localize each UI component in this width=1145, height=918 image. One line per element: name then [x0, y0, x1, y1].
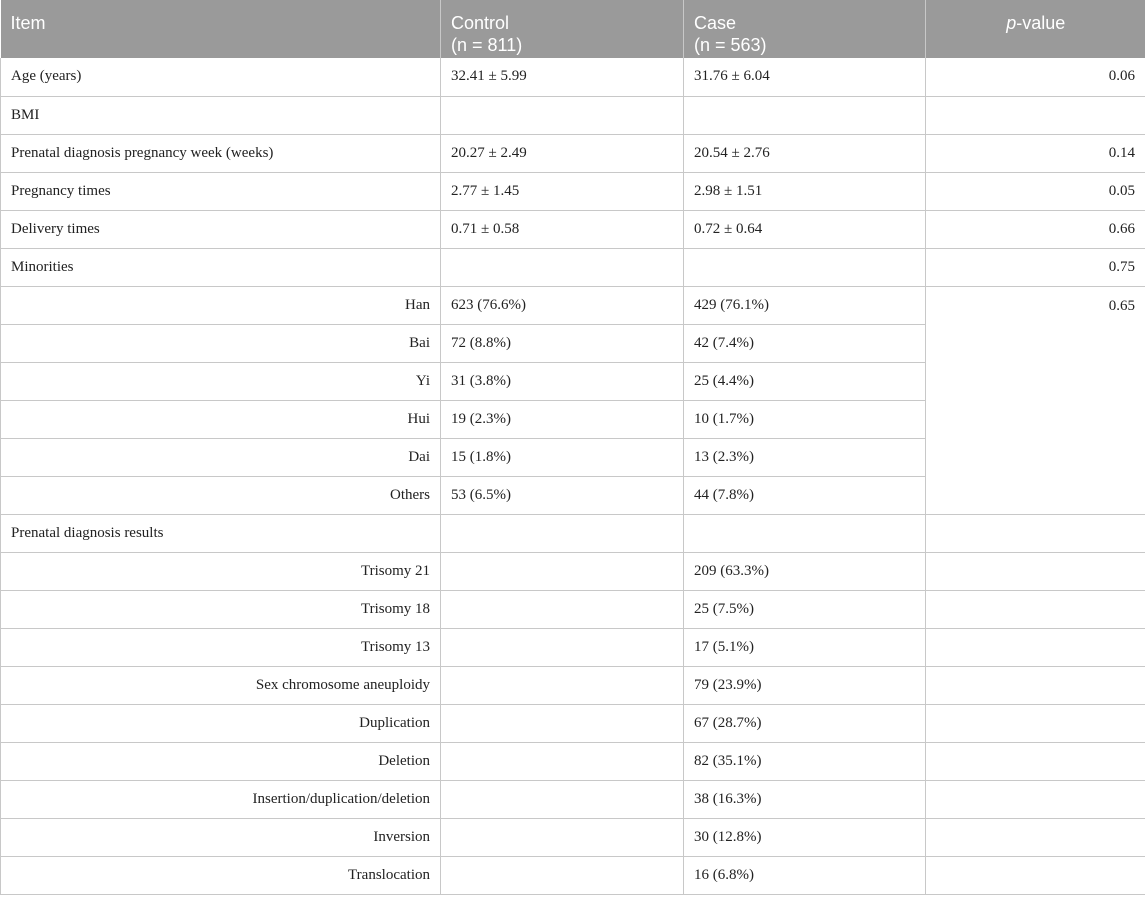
- p-value-cell: [926, 856, 1145, 894]
- control-cell: [441, 248, 684, 286]
- header-control-label: Control: [451, 13, 510, 33]
- control-cell: 623 (76.6%): [441, 286, 684, 324]
- control-cell: [441, 856, 684, 894]
- p-value-cell: [926, 96, 1145, 134]
- control-cell: 19 (2.3%): [441, 400, 684, 438]
- control-cell: [441, 780, 684, 818]
- row-label: BMI: [1, 96, 441, 134]
- p-value-cell: [926, 666, 1145, 704]
- row-label: Age (years): [1, 58, 441, 96]
- control-cell: [441, 666, 684, 704]
- case-cell: 2.98 ± 1.51: [684, 172, 926, 210]
- table-row: [1, 286, 1145, 324]
- case-cell: 20.54 ± 2.76: [684, 134, 926, 172]
- row-label: Deletion: [1, 742, 441, 780]
- control-cell: 72 (8.8%): [441, 324, 684, 362]
- control-cell: [441, 590, 684, 628]
- row-label: Hui: [1, 400, 441, 438]
- table-row: [1, 818, 1145, 856]
- control-cell: 15 (1.8%): [441, 438, 684, 476]
- row-label: Duplication: [1, 704, 441, 742]
- case-cell: 17 (5.1%): [684, 628, 926, 666]
- header-p-value: [926, 0, 1145, 58]
- control-cell: [441, 96, 684, 134]
- control-cell: 31 (3.8%): [441, 362, 684, 400]
- row-label: Delivery times: [1, 210, 441, 248]
- row-label: Trisomy 21: [1, 552, 441, 590]
- table-row: [1, 96, 1145, 134]
- control-cell: [441, 742, 684, 780]
- p-value-cell: [926, 590, 1145, 628]
- table-row: [1, 58, 1145, 96]
- case-cell: [684, 96, 926, 134]
- header-control: [441, 0, 684, 58]
- p-value-cell: [926, 742, 1145, 780]
- case-cell: [684, 514, 926, 552]
- case-cell: 42 (7.4%): [684, 324, 926, 362]
- control-cell: [441, 628, 684, 666]
- header-case-n: (n = 563): [694, 35, 767, 55]
- p-value-cell: 0.66: [926, 210, 1145, 248]
- row-label: Sex chromosome aneuploidy: [1, 666, 441, 704]
- row-label: Prenatal diagnosis results: [1, 514, 441, 552]
- table-row: [1, 172, 1145, 210]
- case-cell: 25 (7.5%): [684, 590, 926, 628]
- p-value-cell: [926, 704, 1145, 742]
- p-value-cell: 0.75: [926, 248, 1145, 286]
- case-cell: 31.76 ± 6.04: [684, 58, 926, 96]
- header-item: [1, 0, 441, 58]
- row-label: Trisomy 13: [1, 628, 441, 666]
- header-p-italic: p: [1006, 13, 1017, 33]
- p-value-cell: [926, 552, 1145, 590]
- row-label: Translocation: [1, 856, 441, 894]
- control-cell: 20.27 ± 2.49: [441, 134, 684, 172]
- table-row: [1, 628, 1145, 666]
- case-cell: [684, 248, 926, 286]
- table-row: [1, 590, 1145, 628]
- case-cell: 25 (4.4%): [684, 362, 926, 400]
- case-cell: 10 (1.7%): [684, 400, 926, 438]
- table-row: [1, 210, 1145, 248]
- row-label: Prenatal diagnosis pregnancy week (weeks): [1, 134, 441, 172]
- p-value-cell: [926, 818, 1145, 856]
- table-body: [1, 58, 1145, 894]
- row-label: Inversion: [1, 818, 441, 856]
- p-value-cell: [926, 780, 1145, 818]
- table-row: [1, 704, 1145, 742]
- row-label: Trisomy 18: [1, 590, 441, 628]
- header-row: [1, 0, 1145, 58]
- p-value-cell: 0.05: [926, 172, 1145, 210]
- row-label: Pregnancy times: [1, 172, 441, 210]
- p-value-cell: [926, 628, 1145, 666]
- table-row: [1, 666, 1145, 704]
- control-cell: 32.41 ± 5.99: [441, 58, 684, 96]
- header-p-rest: -value: [1016, 13, 1066, 33]
- case-cell: 429 (76.1%): [684, 286, 926, 324]
- case-cell: 0.72 ± 0.64: [684, 210, 926, 248]
- control-cell: [441, 552, 684, 590]
- table-row: [1, 742, 1145, 780]
- case-cell: 16 (6.8%): [684, 856, 926, 894]
- control-cell: [441, 704, 684, 742]
- row-label: Han: [1, 286, 441, 324]
- control-cell: [441, 514, 684, 552]
- p-value-cell: [926, 514, 1145, 552]
- control-cell: 53 (6.5%): [441, 476, 684, 514]
- control-cell: 2.77 ± 1.45: [441, 172, 684, 210]
- row-label: Yi: [1, 362, 441, 400]
- p-value-cell: 0.06: [926, 58, 1145, 96]
- table-row: [1, 514, 1145, 552]
- case-cell: 67 (28.7%): [684, 704, 926, 742]
- header-control-n: (n = 811): [451, 35, 523, 55]
- case-cell: 79 (23.9%): [684, 666, 926, 704]
- control-cell: [441, 818, 684, 856]
- header-item-label: Item: [10, 13, 46, 33]
- table-header: [1, 0, 1145, 58]
- row-label: Insertion/duplication/deletion: [1, 780, 441, 818]
- row-label: Others: [1, 476, 441, 514]
- table-row: [1, 134, 1145, 172]
- table-row: [1, 780, 1145, 818]
- case-cell: 13 (2.3%): [684, 438, 926, 476]
- header-case: [684, 0, 926, 58]
- p-value-cell: 0.65: [926, 286, 1145, 514]
- p-value-cell: 0.14: [926, 134, 1145, 172]
- case-cell: 209 (63.3%): [684, 552, 926, 590]
- case-cell: 30 (12.8%): [684, 818, 926, 856]
- table-row: [1, 552, 1145, 590]
- control-cell: 0.71 ± 0.58: [441, 210, 684, 248]
- case-cell: 82 (35.1%): [684, 742, 926, 780]
- row-label: Minorities: [1, 248, 441, 286]
- case-cell: 38 (16.3%): [684, 780, 926, 818]
- case-cell: 44 (7.8%): [684, 476, 926, 514]
- table-row: [1, 856, 1145, 894]
- table-row: [1, 248, 1145, 286]
- row-label: Dai: [1, 438, 441, 476]
- header-case-label: Case: [694, 13, 737, 33]
- row-label: Bai: [1, 324, 441, 362]
